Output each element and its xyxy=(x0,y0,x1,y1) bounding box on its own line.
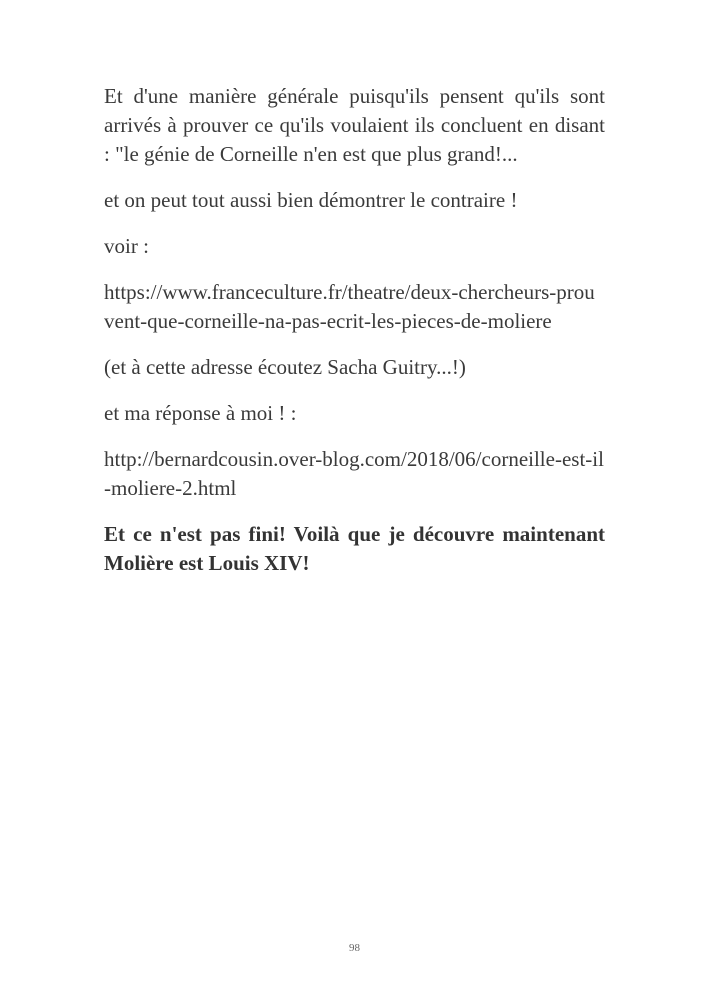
paragraph-reponse: et ma réponse à moi ! : xyxy=(104,401,297,425)
body-text xyxy=(104,82,605,595)
paragraph-conclusion: Et d'une manière générale puisqu'ils pensent qu'ils sont arrivés à prouver ce qu'ils voulaient ils concluent en disant : "le génie de Corneille n'en est que plus grand!... xyxy=(104,84,605,166)
paragraph-contrary: et on peut tout aussi bien démontrer le contraire ! xyxy=(104,188,518,212)
page-number: 98 xyxy=(349,942,360,954)
franceculture-link[interactable]: https://www.franceculture.fr/theatre/deux-chercheurs-prouvent-que-corneille-na-pas-ecrit-les-pieces-de-moliere xyxy=(104,280,595,333)
overblog-link[interactable]: http://bernardcousin.over-blog.com/2018/06/corneille-est-il-moliere-2.html xyxy=(104,447,604,500)
paragraph-guitry: (et à cette adresse écoutez Sacha Guitry...!) xyxy=(104,355,466,379)
paragraph-moliere-louis: Et ce n'est pas fini! Voilà que je découvre maintenant Molière est Louis XIV! xyxy=(104,522,605,575)
paragraph-voir: voir : xyxy=(104,234,149,258)
